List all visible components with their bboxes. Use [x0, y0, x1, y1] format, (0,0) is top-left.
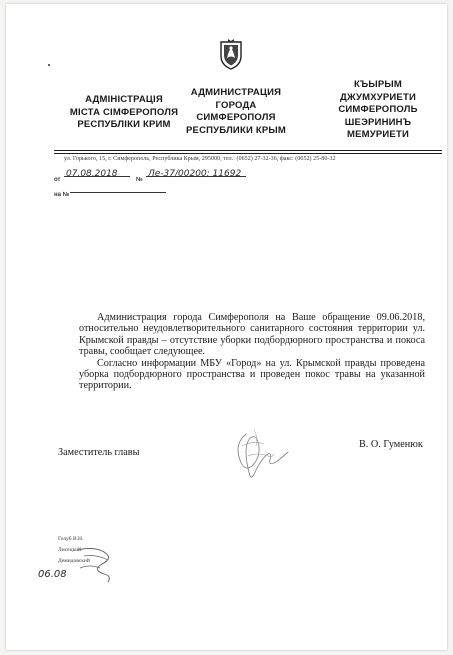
ref-from-label: от: [54, 177, 61, 183]
scan-speck: [48, 64, 50, 66]
header-address: ул. Горького, 15, г. Симферополь, Республика Крым, 295000, тел.: (0652) 27-32-36, факс: (0652) 25-80-32: [64, 156, 336, 162]
body-paragraph-2: Согласно информации МБУ «Город» на ул. Крымской правды проведена уборка подбордюрного пространства и проведен покос травы на указанной территории.: [79, 357, 425, 392]
ref-reply-to-label: на №: [54, 192, 70, 198]
letter-body: [79, 312, 425, 392]
signatory-name: В. О. Гуменюк: [359, 439, 423, 450]
executor-line-2: Лисецкий: [58, 547, 82, 553]
body-paragraph-1: Администрация города Симферополя на Ваше обращение 09.06.2018, относительно неудовлетворительного санитарного состояния территории ул. Крымской правды – отсутствие уборки подбордюрного пространства и покоса травы, сообщает следующее.: [79, 312, 425, 358]
ref-date-handwritten: 07.08.2018: [66, 169, 118, 179]
executor-line-3: Демидовский: [58, 558, 90, 564]
header-rule-thick: [54, 150, 442, 151]
org-name-russian: АДМИНИСТРАЦИЯ ГОРОДА СИМФЕРОПОЛЯ РЕСПУБЛИКИ КРЫМ: [186, 87, 286, 136]
executor-line-1: Голуб В.Н.: [58, 536, 84, 542]
letter-page: [6, 4, 447, 650]
ref-reply-to-line: [70, 192, 166, 193]
org-name-crimean-tatar: КЪЫРЫМ ДЖУМХУРИЕТИ СИМФЕРОПОЛЬ ШЕЭРИНИНЪ МЕМУРИЕТИ: [338, 79, 418, 140]
handwritten-signature: [228, 426, 292, 484]
executor-scribble: [74, 544, 118, 590]
ref-number-handwritten: Ле-37/00200; 11692: [148, 169, 242, 179]
org-name-ukrainian: АДМІНІСТРАЦІЯ МІСТА СІМФЕРОПОЛЯ РЕСПУБЛІКИ КРИМ: [69, 94, 179, 130]
ref-number-label: №: [136, 177, 143, 183]
executor-date-handwritten: 06.08: [38, 569, 67, 580]
crimea-coat-of-arms-icon: [218, 38, 244, 70]
redacted-recipient-block: [268, 230, 428, 288]
signatory-title: Заместитель главы: [58, 447, 140, 458]
header-rule-thin: [54, 153, 442, 154]
